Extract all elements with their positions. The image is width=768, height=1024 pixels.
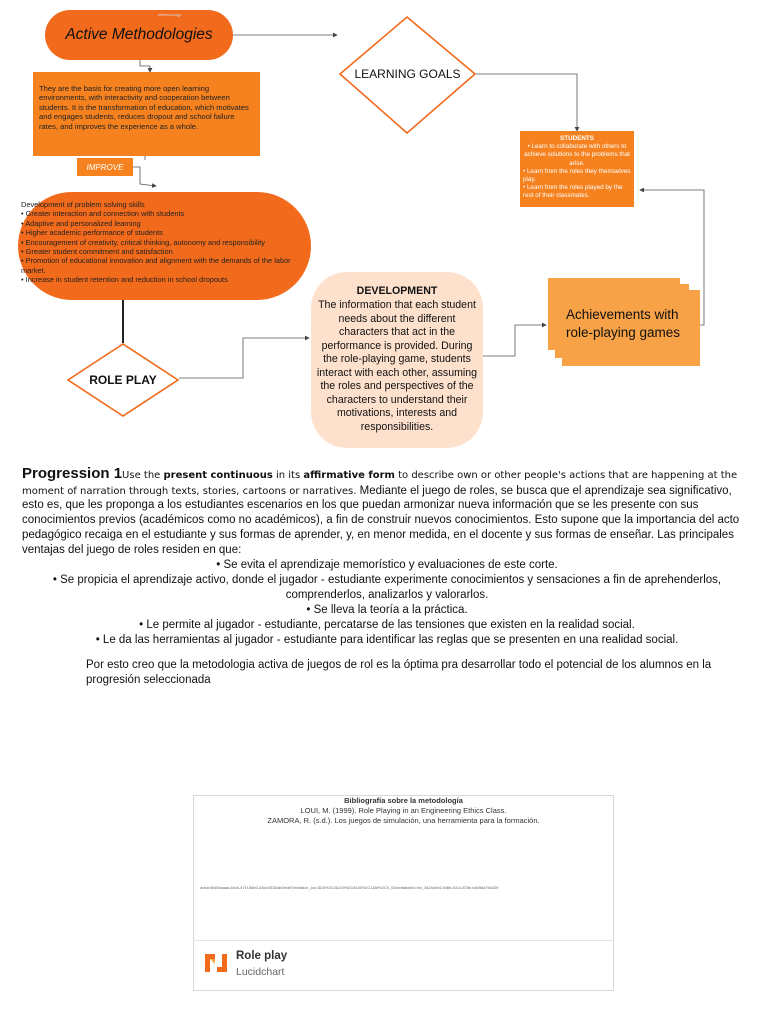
progression-section xyxy=(22,464,752,648)
active-methodologies-title: Active Methodologies xyxy=(65,26,213,43)
progression-bullet: • Le da las herramientas al jugador - estudiante para identificar las reglas que se presenten en una realidad social. xyxy=(95,633,679,646)
benefit-item: • Encouragement of creativity, critical thinking, autonomy and responsibility xyxy=(21,237,265,247)
progression-paragraph xyxy=(22,464,752,558)
improve-label: IMPROVE xyxy=(77,158,133,176)
progression-bullet: • Se propicia el aprendizaje activo, donde el jugador - estudiante experimente conocimientos y sensaciones a fin de aprehenderlos, comprenderlos, analizarlos y valorarlos. xyxy=(52,574,722,602)
development-heading: DEVELOPMENT xyxy=(356,285,438,297)
progression-conclusion: Por esto creo que la metodologia activa de juegos de rol es la óptima pra desarrollar todo el potencial de los alumnos en la progresión seleccionada xyxy=(86,659,712,686)
bibliography-heading: Bibliografía sobre la metodología xyxy=(344,796,463,805)
intro-box: They are the basis for creating more open learning environments, with interactivity and cooperation between students. It is the transformation of education, which motivates and engages students, reduces dropout and school failure rates, and improves the experience as a whole. xyxy=(33,72,260,156)
benefit-item: • Greater student commitment and satisfaction xyxy=(21,246,173,256)
progression-en-1: Use the xyxy=(122,470,164,481)
bibliography-ref: LOUI, M. (1999). Role Playing in an Engineering Ethics Class. xyxy=(300,806,507,815)
progression-bullet: • Se lleva la teoría a la práctica. xyxy=(306,604,468,616)
bibliography-ref: ZAMORA, R. (s.d.). Los juegos de simulación, una herramienta para la formación. xyxy=(267,816,540,825)
benefit-item: • Higher academic performance of students xyxy=(21,228,163,238)
embed-divider xyxy=(193,940,614,941)
progression-title: Progression 1 xyxy=(22,465,123,482)
students-node xyxy=(520,131,634,207)
progression-en-2: in its xyxy=(272,470,304,481)
students-heading: STUDENTS xyxy=(560,135,594,142)
benefit-item: • Promotion of educational innovation and alignment with the demands of the labor market. xyxy=(21,256,291,275)
progression-en-bold-1: present continuous xyxy=(163,470,273,481)
benefits-heading: Development of problem solving skills xyxy=(21,200,145,209)
progression-bullet: • Le permite al jugador - estudiante, percatarse de las tensiones que existen en la realidad social. xyxy=(139,618,635,631)
students-item: • Learn from the roles they themselves play. xyxy=(523,167,631,183)
embed-title[interactable]: Role play xyxy=(236,950,288,962)
progression-es-intro: Mediante el juego de roles, se busca que el aprendizaje sea significativo, esto es, que les proponga a los estudiantes escenarios en los que puedan armonizar nueva información que se les presente con sus conocimientos previos (académicos como no académicos), a fin de construir nuevos conocimientos. Esto supone que la importancia del acto pedagógico recaiga en el estudiante y sus formas de aprender, y, en menor medida, en el docente y sus formas de enseñar. Las principales ventajas del juego de roles residen en que: xyxy=(22,484,740,557)
benefits-list xyxy=(21,209,305,284)
development-node xyxy=(311,272,483,448)
progression-en-bold-2: affirmative form xyxy=(303,470,395,481)
benefit-item: • Greater interaction and connection with students xyxy=(21,209,185,219)
achievements-node: Achievements with role-playing games xyxy=(562,290,700,366)
progression-bullet: • Se evita el aprendizaje memorístico y evaluaciones de este corte. xyxy=(216,559,558,572)
progression-en-3: to describe own or other people's actions that are happening at the moment of narration through texts, stories, cartoons or narratives. xyxy=(22,470,738,497)
embed-brand: Lucidchart xyxy=(236,966,285,978)
students-item: • Learn to collaborate with others to achieve solutions to the problems that arise. xyxy=(524,143,630,167)
lucidchart-logo-icon xyxy=(203,950,229,976)
embed-url[interactable]: dchart/640baaaa-64c5-471f-88b0-d3cb3f152ab0/edit?invitation_loc=3D0%2C0&100%2C6440%2C1&M%2C0_0&invitationId=Inv_3a25c5e4-5d8b-4014-878e-ba056a75a329 xyxy=(200,885,499,890)
students-item: • Learn from the roles played by the rest of their classmates. xyxy=(523,184,623,200)
tiny-label: Methodology xyxy=(158,12,181,17)
learning-goals-label: LEARNING GOALS xyxy=(354,67,461,81)
benefit-item: • Adaptive and personalized learning xyxy=(21,218,141,228)
role-play-label: ROLE PLAY xyxy=(89,373,157,387)
active-methodologies-node xyxy=(45,10,233,60)
benefit-item: • Increase in student retention and reduction in school dropouts xyxy=(21,275,228,285)
development-text: The information that each student needs about the different characters that act in the performance is provided. During the role-playing game, students interact with each other, assuming the roles and perspectives of the characters to understand their motivations, interests and responsibilities. xyxy=(316,299,478,433)
benefits-node xyxy=(18,192,311,300)
